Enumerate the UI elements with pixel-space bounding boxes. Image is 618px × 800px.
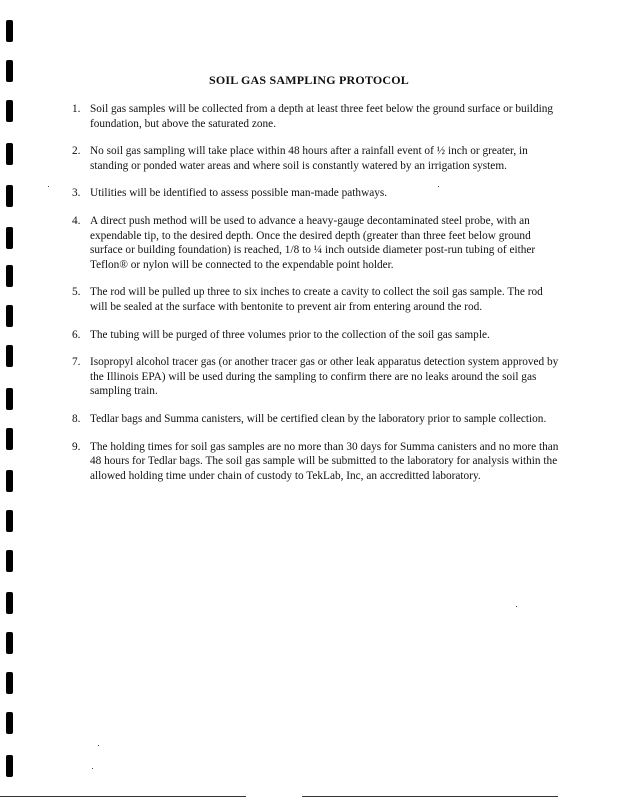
punch-mark-7: [6, 265, 13, 287]
list-item: [60, 186, 560, 201]
list-item: [60, 144, 560, 173]
list-item: [60, 285, 560, 314]
punch-mark-11: [6, 428, 13, 450]
item-text: The rod will be pulled up three to six inches to create a cavity to collect the soil gas sample. The rod will be sealed at the surface with bentonite to prevent air from entering around the rod.: [90, 286, 543, 313]
punch-mark-4: [6, 143, 13, 165]
punch-mark-15: [6, 592, 13, 614]
punch-mark-1: [6, 20, 13, 42]
item-number: 7.: [72, 356, 81, 369]
list-item: [60, 328, 560, 343]
scan-speck: [48, 186, 49, 187]
scan-edge-line: [302, 796, 558, 797]
protocol-list: [60, 102, 560, 496]
punch-mark-10: [6, 388, 13, 410]
item-text: Soil gas samples will be collected from a depth at least three feet below the ground surface or building foundation, but above the saturated zone.: [90, 103, 554, 130]
item-number: 1.: [72, 103, 81, 115]
item-text: No soil gas sampling will take place within 48 hours after a rainfall event of ½ inch or greater, in standing or ponded water areas and where soil is constantly watered by an irrigation system.: [90, 145, 528, 172]
item-text: Utilities will be identified to assess possible man-made pathways.: [90, 187, 388, 200]
list-item: [60, 440, 560, 484]
list-item: [60, 412, 560, 427]
item-number: 9.: [72, 440, 81, 453]
punch-mark-8: [6, 305, 13, 327]
item-number: 6.: [72, 328, 81, 341]
punch-mark-12: [6, 470, 13, 492]
punch-mark-6: [6, 227, 13, 249]
item-text: A direct push method will be used to advance a heavy-gauge decontaminated steel probe, with an expendable tip, to the desired depth. Once the desired depth (greater than three feet below ground surface or building foundation) is reached, 1/8 to ¼ inch outside diameter post-run tubing of either Teflon® or nylon will be connected to the expendable point holder.: [90, 214, 536, 271]
punch-mark-9: [6, 345, 13, 367]
document-title: SOIL GAS SAMPLING PROTOCOL: [208, 73, 410, 87]
punch-mark-19: [6, 755, 13, 777]
item-text: Tedlar bags and Summa canisters, will be certified clean by the laboratory prior to sample collection.: [90, 412, 547, 425]
item-number: 5.: [72, 286, 81, 299]
list-item: [60, 102, 560, 131]
punch-mark-18: [6, 712, 13, 734]
item-number: 3.: [72, 187, 81, 200]
scan-speck: [438, 186, 439, 187]
scan-edge-line: [0, 796, 246, 797]
scan-speck: [98, 745, 99, 746]
punch-mark-17: [6, 672, 13, 694]
list-item: [60, 355, 560, 399]
item-text: Isopropyl alcohol tracer gas (or another tracer gas or other leak apparatus detection system approved by the Illinois EPA) will be used during the sampling to confirm there are no leaks around the soil gas sampling train.: [90, 356, 559, 398]
punch-mark-13: [6, 510, 13, 532]
punch-mark-3: [6, 100, 13, 122]
item-text: The holding times for soil gas samples are no more than 30 days for Summa canisters and no more than 48 hours for Tedlar bags. The soil gas sample will be submitted to the laboratory for analysis within the allowed holding time under chain of custody to TekLab, Inc, an accreditted laboratory.: [90, 440, 559, 482]
item-text: The tubing will be purged of three volumes prior to the collection of the soil gas sample.: [90, 328, 490, 341]
scan-speck: [92, 768, 93, 769]
punch-mark-14: [6, 550, 13, 572]
punch-mark-5: [6, 185, 13, 207]
punch-mark-16: [6, 632, 13, 654]
scan-speck: [516, 606, 517, 607]
item-number: 2.: [72, 145, 81, 158]
item-number: 4.: [72, 214, 81, 227]
item-number: 8.: [72, 412, 81, 425]
list-item: [60, 214, 560, 272]
